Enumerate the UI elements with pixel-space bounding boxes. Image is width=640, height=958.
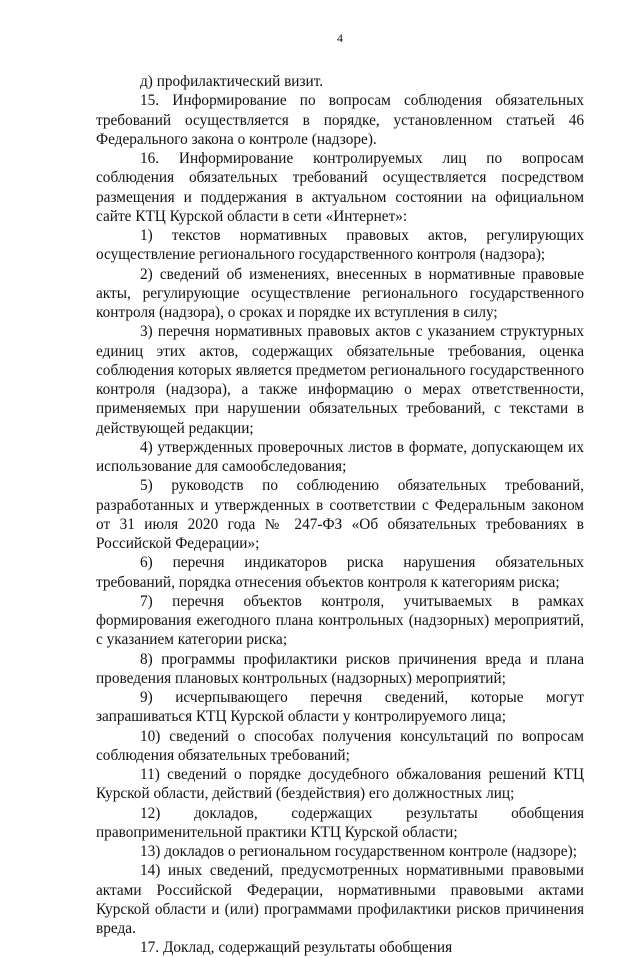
list-item-8: 8) программы профилактики рисков причинения вреда и плана проведения плановых контрольных (надзорных) мероприятий; [96,650,584,687]
list-item-2: 2) сведений об изменениях, внесенных в нормативные правовые акты, регулирующие осуществление регионального государственного контроля (надзора), о сроках и порядке их вступления в силу; [96,265,584,321]
list-item-11: 11) сведений о порядке досудебного обжалования решений КТЦ Курской области, действий (бездействия) его должностных лиц; [96,766,584,803]
list-item-5: 5) руководств по соблюдению обязательных требований, разработанных и утвержденных в соответствии с Федеральным законом от 31 июля 2020 года № 247-ФЗ «Об обязательных требованиях в Российской Федерации»; [96,477,584,552]
list-item-14: 14) иных сведений, предусмотренных нормативными правовыми актами Российской Федерации, нормативными правовыми актами Курской области и (или) программами профилактики рисков причинения вреда. [96,862,584,937]
paragraph-16: 16. Информирование контролируемых лиц по вопросам соблюдения обязательных требований осуществляется посредством размещения и поддержания в актуальном состоянии на официальном сайте КТЦ Курской области в сети «Интернет»: [96,150,584,225]
list-item-1: 1) текстов нормативных правовых актов, регулирующих осуществление регионального государственного контроля (надзора); [96,227,584,264]
list-item-13: 13) докладов о региональном государственном контроле (надзоре); [140,843,577,860]
list-item-4: 4) утвержденных проверочных листов в формате, допускающем их использование для самообследования; [96,438,584,475]
document-page [96,30,584,958]
paragraph-15: 15. Информирование по вопросам соблюдения обязательных требований осуществляется в порядке, установленном статьей 46 Федерального закона о контроле (надзоре). [96,92,584,148]
list-item-6: 6) перечня индикаторов риска нарушения обязательных требований, порядка отнесения объектов контроля к категориям риска; [96,554,584,591]
paragraph-17: 17. Доклад, содержащий результаты обобщения [140,939,453,957]
paragraph-item-d: д) профилактический визит. [140,73,324,90]
list-item-3: 3) перечня нормативных правовых актов с указанием структурных единиц этих актов, содержащих обязательные требования, оценка соблюдения которых является предметом регионального государственного контроля (надзора), а также информацию о мерах ответственности, применяемых при нарушении обязательных требований, с текстами в действующей редакции; [96,323,584,437]
page-number: 4 [337,31,343,45]
document-body [96,72,584,958]
list-item-9: 9) исчерпывающего перечня сведений, которые могут запрашиваться КТЦ Курской области у контролируемого лица; [96,689,584,726]
list-item-12: 12) докладов, содержащих результаты обобщения правоприменительной практики КТЦ Курской области; [96,804,584,841]
list-item-10: 10) сведений о способах получения консультаций по вопросам соблюдения обязательных требований; [96,727,584,764]
list-item-7: 7) перечня объектов контроля, учитываемых в рамках формирования ежегодного плана контрольных (надзорных) мероприятий, с указанием категории риска; [96,592,584,649]
